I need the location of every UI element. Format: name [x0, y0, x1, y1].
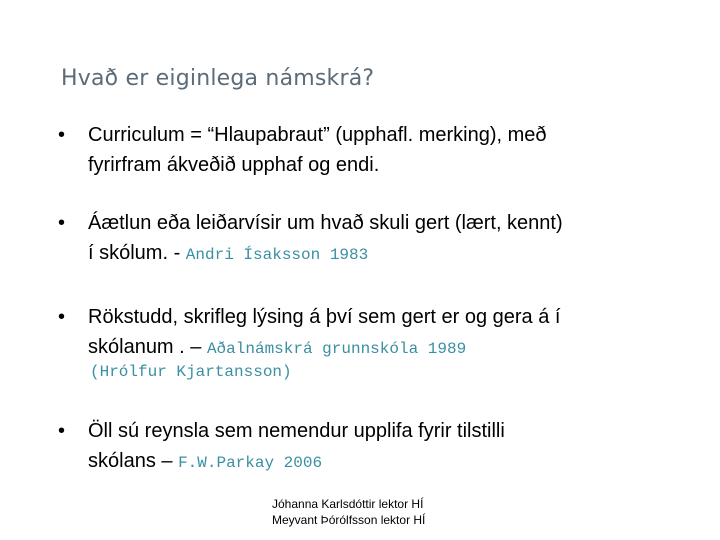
bullet-dot-icon: • [58, 212, 66, 234]
bullet-dot-icon: • [58, 124, 66, 146]
bullet-text-line1: Áætlun eða leiðarvísir um hvað skuli gert (lært, kennt) [88, 212, 563, 234]
slide-title: Hvað er eiginlega námskrá? [61, 66, 375, 91]
bullet-text [88, 208, 688, 270]
citation: Andri Ísaksson 1983 [185, 246, 369, 264]
bullet-text-line1: Öll sú reynsla sem nemendur upplifa fyrir tilstilli [88, 420, 505, 442]
footer-authors [272, 496, 425, 528]
bullet-text [88, 302, 688, 364]
citation: Aðalnámskrá grunnskóla 1989 [206, 340, 467, 358]
bullet-text-line2: fyrirfram ákveðið upphaf og endi. [88, 154, 380, 176]
citation-line2: (Hrólfur Kjartansson) [90, 363, 292, 381]
bullet-text-line1: Curriculum = “Hlaupabraut” (upphafl. merking), með [88, 124, 547, 146]
footer-line2: Meyvant Þórólfsson lektor HÍ [272, 513, 426, 527]
bullet-text-line2: skólans – [88, 450, 179, 472]
footer-line1: Jóhanna Karlsdóttir lektor HÍ [272, 497, 424, 511]
bullet-text [88, 120, 688, 180]
bullet-text-line2: í skólum. - [88, 242, 186, 264]
bullet-dot-icon: • [58, 420, 66, 442]
bullet-dot-icon: • [58, 306, 66, 328]
bullet-text-line2: skólanum . – [88, 336, 207, 358]
bullet-text-line1: Rökstudd, skrifleg lýsing á því sem gert er og gera á í [88, 306, 561, 328]
citation: F.W.Parkay 2006 [178, 454, 323, 472]
bullet-text [88, 416, 688, 478]
